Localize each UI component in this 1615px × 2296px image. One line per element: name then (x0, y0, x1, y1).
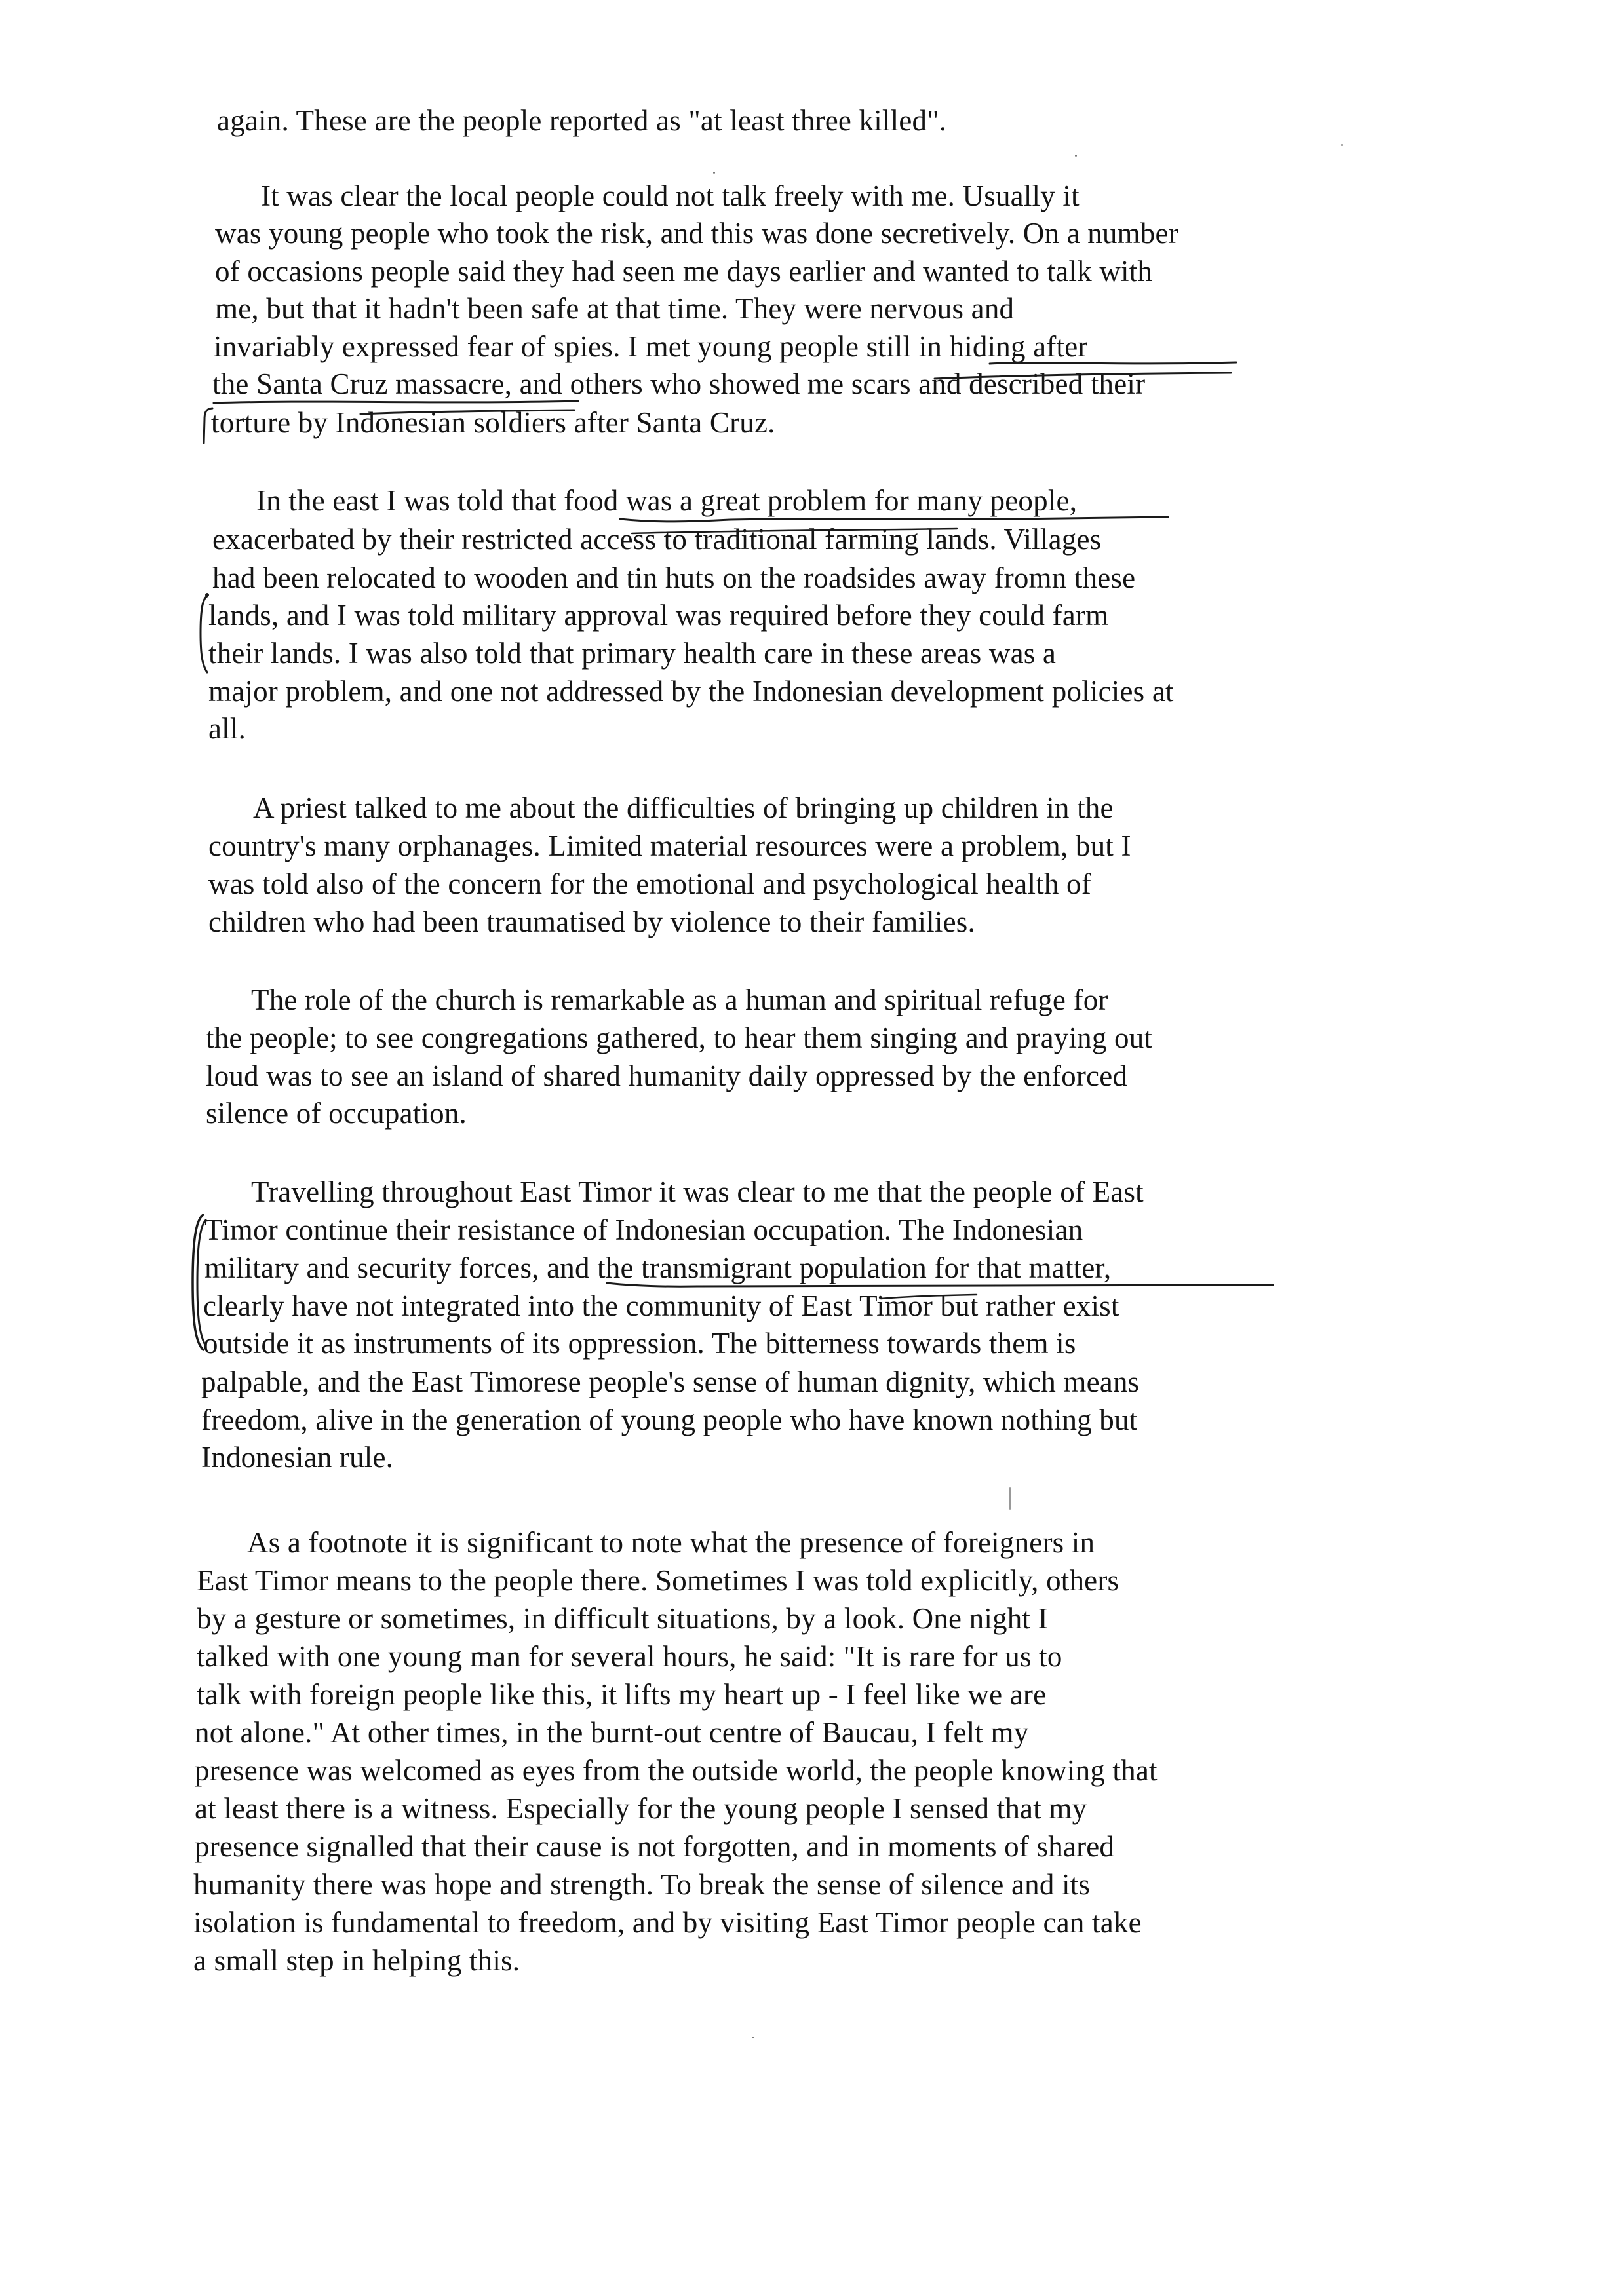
paragraph-3-line-1: In the east I was told that food was a great problem for many people, (256, 484, 1078, 517)
paragraph-2-line-5: invariably expressed fear of spies. I met young people still in hiding after (214, 330, 1088, 363)
paragraph-3-line-2: exacerbated by their restricted access to traditional farming lands. Villages (212, 523, 1102, 556)
scan-speck (713, 172, 715, 174)
paragraph-2-line-3: of occasions people said they had seen me days earlier and wanted to talk with (215, 255, 1153, 288)
paragraph-2-line-7: torture by Indonesian soldiers after Santa Cruz. (211, 406, 775, 439)
paragraph-3-line-4: lands, and I was told military approval was required before they could farm (208, 599, 1109, 632)
paragraph-2-line-1: It was clear the local people could not talk freely with me. Usually it (261, 180, 1080, 212)
paragraph-7-line-4: talked with one young man for several hours, he said: "It is rare for us to (197, 1640, 1062, 1673)
paragraph-4-line-3: was told also of the concern for the emotional and psychological health of (208, 868, 1091, 900)
paragraph-4-line-4: children who had been traumatised by violence to their families. (208, 906, 975, 938)
paragraph-7-line-12: a small step in helping this. (193, 1944, 520, 1977)
paragraph-3-line-6: major problem, and one not addressed by the Indonesian development policies at (208, 675, 1174, 708)
scan-mark (1009, 1487, 1011, 1510)
paragraph-3-line-5: their lands. I was also told that primary health care in these areas was a (208, 637, 1057, 670)
paragraph-7-line-7: presence was welcomed as eyes from the outside world, the people knowing that (195, 1754, 1158, 1787)
paragraph-5-line-2: the people; to see congregations gathered, to hear them singing and praying out (206, 1022, 1153, 1054)
paragraph-3-line-7: all. (208, 712, 246, 745)
scan-speck (1075, 155, 1077, 157)
paragraph-6-line-5: outside it as instruments of its oppression. The bitterness towards them is (203, 1327, 1076, 1360)
paragraph-2-line-6: the Santa Cruz massacre, and others who showed me scars and described their (212, 368, 1146, 400)
paragraph-6-line-4: clearly have not integrated into the community of East Timor but rather exist (203, 1290, 1119, 1322)
scan-speck (752, 2037, 754, 2038)
paragraph-5-line-3: loud was to see an island of shared humanity daily oppressed by the enforced (206, 1060, 1128, 1092)
paragraph-7-line-1: As a footnote it is significant to note what the presence of foreigners in (247, 1526, 1095, 1559)
paragraph-7-line-6: not alone." At other times, in the burnt-out centre of Baucau, I felt my (195, 1716, 1029, 1749)
paragraph-7-line-2: East Timor means to the people there. Sometimes I was told explicitly, others (197, 1564, 1119, 1597)
paragraph-4-line-1: A priest talked to me about the difficulties of bringing up children in the (253, 792, 1114, 824)
paragraph-4-line-2: country's many orphanages. Limited material resources were a problem, but I (208, 830, 1131, 862)
paragraph-7-line-10: humanity there was hope and strength. To break the sense of silence and its (193, 1868, 1091, 1901)
scan-speck (1341, 144, 1343, 146)
paragraph-5-line-4: silence of occupation. (206, 1097, 467, 1130)
paragraph-3-line-3: had been relocated to wooden and tin huts on the roadsides away fromn these (212, 562, 1136, 594)
paragraph-7-line-8: at least there is a witness. Especially for the young people I sensed that my (195, 1792, 1087, 1825)
paragraph-2-line-4: me, but that it hadn't been safe at that time. They were nervous and (215, 292, 1015, 325)
paragraph-6-line-8: Indonesian rule. (201, 1441, 394, 1474)
paragraph-7-line-9: presence signalled that their cause is not forgotten, and in moments of shared (195, 1830, 1115, 1863)
paragraph-6-line-6: palpable, and the East Timorese people's sense of human dignity, which means (201, 1366, 1140, 1398)
paragraph-6-line-7: freedom, alive in the generation of young people who have known nothing but (201, 1404, 1138, 1436)
paragraph-6-line-1: Travelling throughout East Timor it was clear to me that the people of East (251, 1176, 1144, 1208)
paragraph-2-line-2: was young people who took the risk, and this was done secretively. On a number (215, 217, 1178, 250)
paragraph-1-line-1: again. These are the people reported as "at least three killed". (217, 104, 947, 137)
paragraph-6-line-3: military and security forces, and the transmigrant population for that matter, (204, 1252, 1112, 1284)
paragraph-5-line-1: The role of the church is remarkable as a human and spiritual refuge for (251, 984, 1108, 1016)
paragraph-7-line-11: isolation is fundamental to freedom, and by visiting East Timor people can take (193, 1906, 1142, 1939)
paragraph-7-line-5: talk with foreign people like this, it lifts my heart up - I feel like we are (197, 1678, 1047, 1711)
paragraph-7-line-3: by a gesture or sometimes, in difficult situations, by a look. One night I (197, 1602, 1048, 1635)
paragraph-6-line-2: Timor continue their resistance of Indonesian occupation. The Indonesian (204, 1214, 1083, 1246)
